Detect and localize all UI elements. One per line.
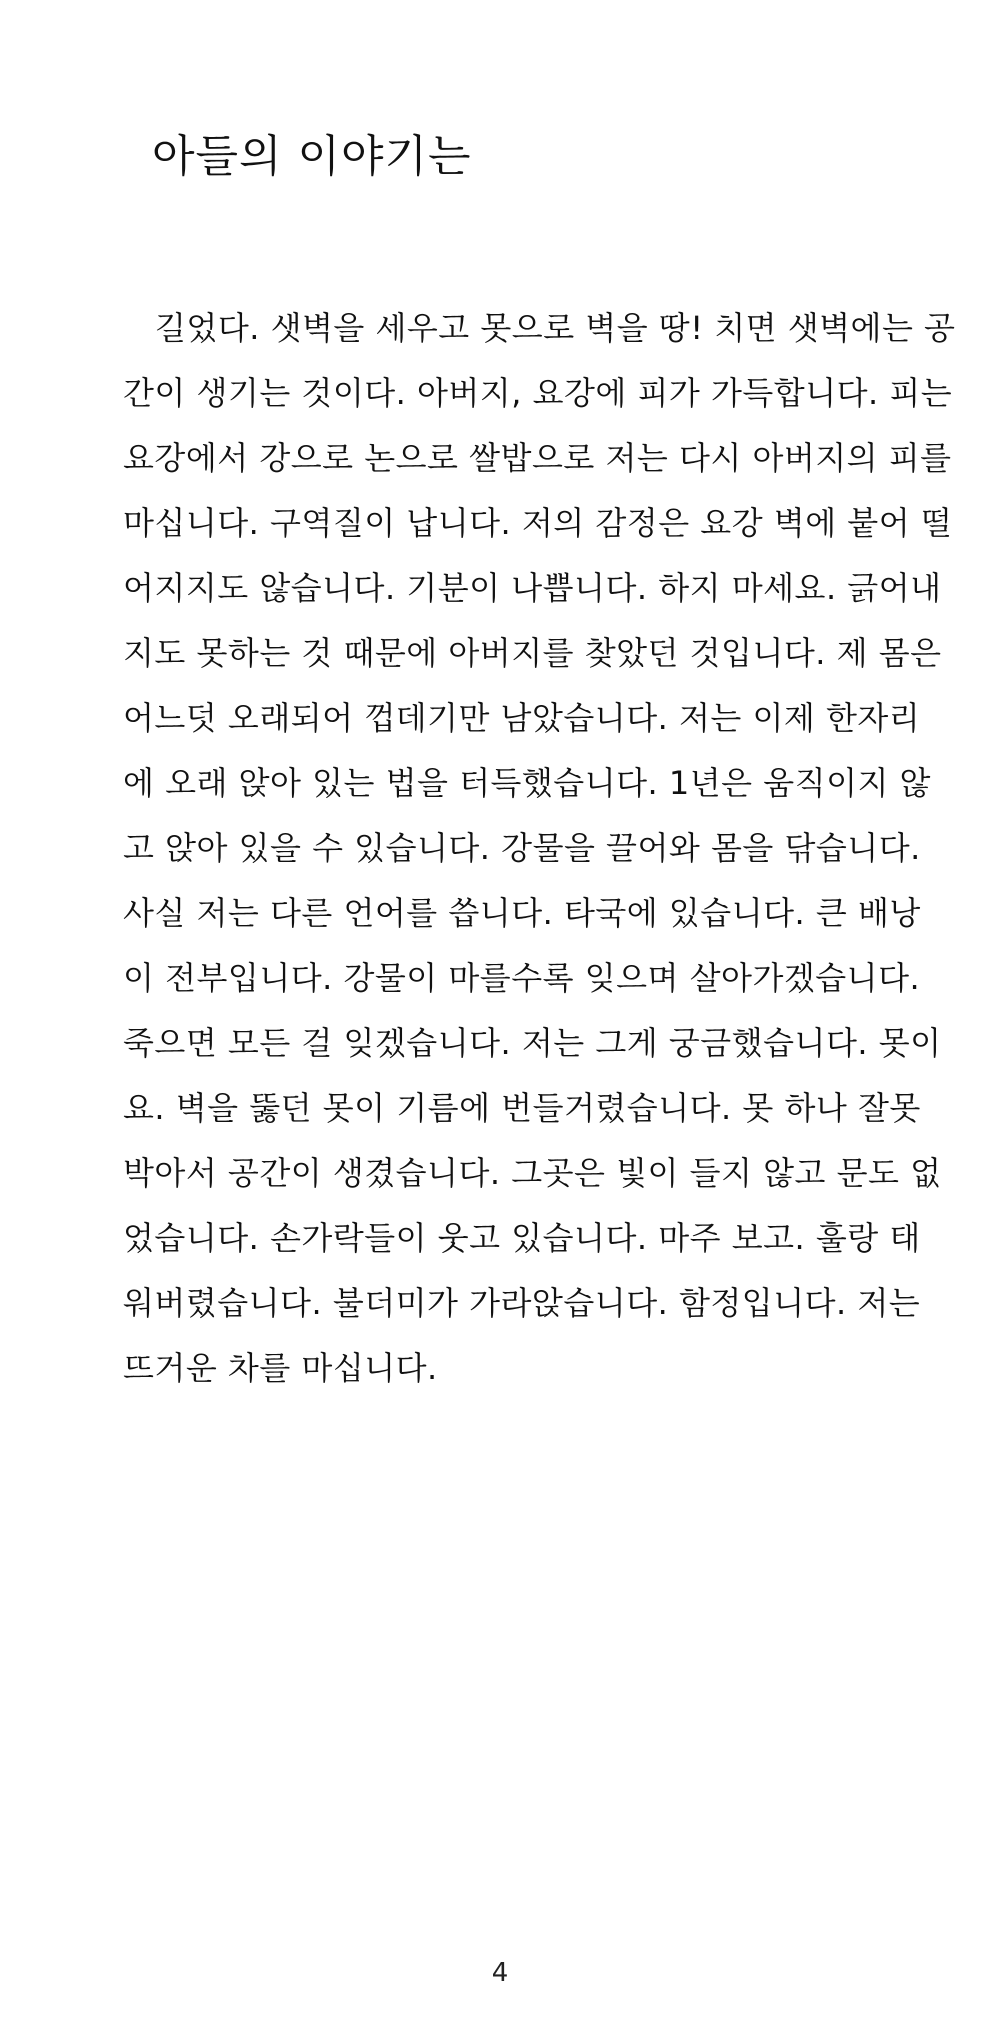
text-line: 워버렸습니다. 불더미가 가라앉습니다. 함정입니다. 저는	[123, 1284, 921, 1322]
body-paragraph	[123, 296, 956, 1401]
text-line: 고 앉아 있을 수 있습니다. 강물을 끌어와 몸을 닦습니다.	[123, 829, 921, 867]
text-line: 죽으면 모든 걸 잊겠습니다. 저는 그게 궁금했습니다. 못이	[123, 1024, 942, 1062]
text-line: 요. 벽을 뚫던 못이 기름에 번들거렸습니다. 못 하나 잘못	[123, 1089, 921, 1127]
text-line: 어지지도 않습니다. 기분이 나쁩니다. 하지 마세요. 긁어내	[123, 569, 942, 607]
text-line: 었습니다. 손가락들이 웃고 있습니다. 마주 보고. 훌랑 태	[123, 1219, 921, 1257]
text-line: 에 오래 앉아 있는 법을 터득했습니다. 1년은 움직이지 않	[123, 764, 931, 802]
text-line: 어느덧 오래되어 껍데기만 남았습니다. 저는 이제 한자리	[123, 699, 921, 737]
text-line: 뜨거운 차를 마십니다.	[123, 1349, 438, 1387]
page-number: 4	[491, 1958, 509, 1988]
text-line: 사실 저는 다른 언어를 씁니다. 타국에 있습니다. 큰 배낭	[123, 894, 921, 932]
text-line: 간이 생기는 것이다. 아버지, 요강에 피가 가득합니다. 피는	[123, 374, 953, 412]
text-line: 요강에서 강으로 논으로 쌀밥으로 저는 다시 아버지의 피를	[123, 439, 952, 477]
text-line: 길었다. 샛벽을 세우고 못으로 벽을 땅! 치면 샛벽에는 공	[155, 309, 956, 347]
chapter-title: 아들의 이야기는	[152, 131, 472, 183]
text-line: 박아서 공간이 생겼습니다. 그곳은 빛이 들지 않고 문도 없	[123, 1154, 942, 1192]
text-line: 이 전부입니다. 강물이 마를수록 잊으며 살아가겠습니다.	[123, 959, 921, 997]
text-line: 지도 못하는 것 때문에 아버지를 찾았던 것입니다. 제 몸은	[123, 634, 942, 672]
text-line: 마십니다. 구역질이 납니다. 저의 감정은 요강 벽에 붙어 떨	[123, 504, 953, 542]
